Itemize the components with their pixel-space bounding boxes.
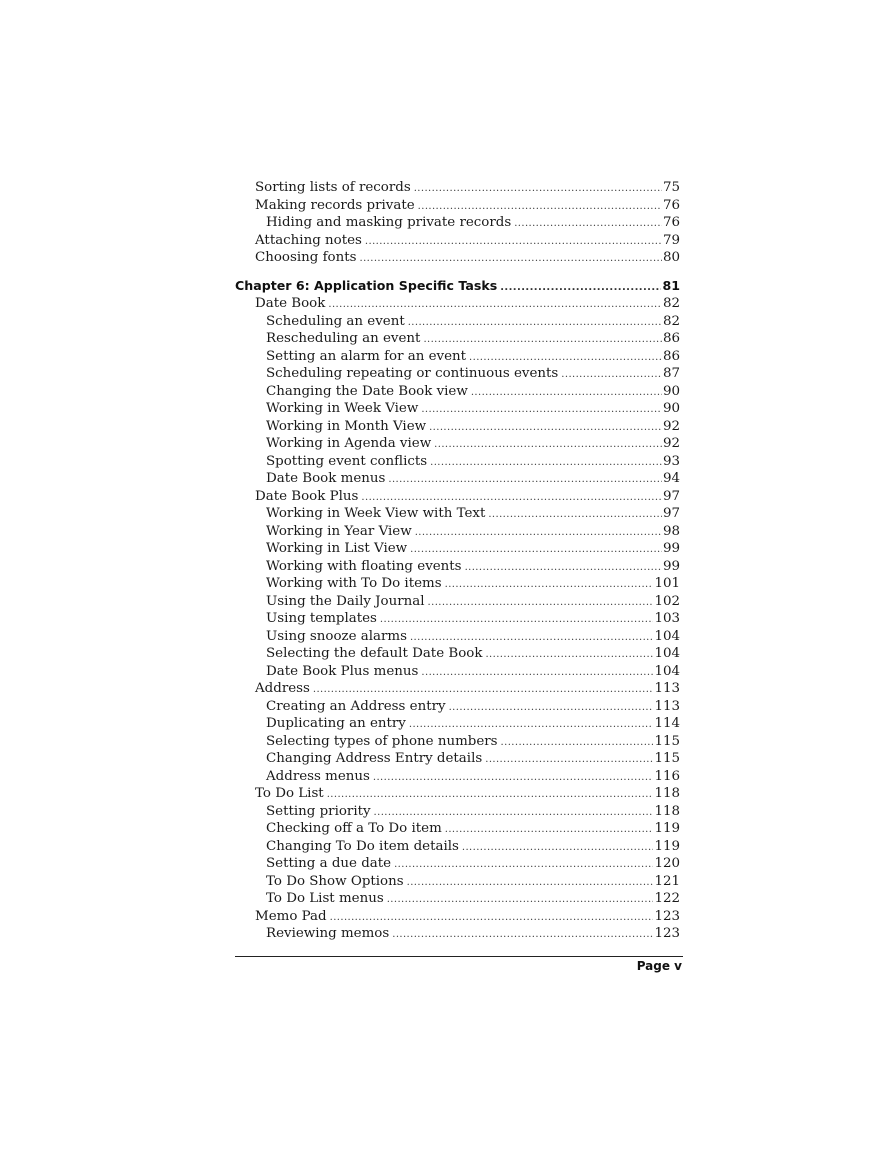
toc-entry-page: 94: [662, 471, 680, 486]
toc-dot-leader: [328, 296, 662, 313]
toc-dot-leader: [410, 541, 662, 558]
toc-entry-title: Address: [255, 681, 310, 696]
toc-dot-leader: [415, 524, 662, 541]
toc-entry-title: Date Book: [255, 296, 326, 311]
toc-entry-title: Date Book Plus menus: [266, 663, 419, 679]
toc-entry: [235, 803, 680, 821]
toc-dot-leader: [380, 611, 654, 628]
toc-entry-title: Scheduling an event: [266, 313, 405, 329]
toc-dot-leader: [361, 489, 662, 506]
toc-entry-page: 97: [662, 506, 680, 521]
toc-dot-leader: [313, 681, 654, 698]
toc-entry-title: Working in Week View with Text: [266, 506, 486, 521]
toc-entry-page: 103: [654, 611, 680, 626]
toc-entry-title: Sorting lists of records: [255, 180, 411, 195]
toc-entry: [235, 768, 680, 786]
toc-entry-page: 76: [662, 197, 680, 213]
toc-entry: [235, 733, 680, 751]
toc-entry: [235, 820, 680, 838]
toc-entry: [235, 400, 680, 418]
toc-entry-title: Creating an Address entry: [266, 698, 446, 714]
toc-entry: [235, 750, 680, 768]
toc-entry: [235, 610, 680, 628]
toc-entry-page: 98: [662, 523, 680, 539]
toc-entry-title: To Do Show Options: [266, 873, 404, 889]
toc-dot-leader: [421, 401, 662, 418]
toc-entry-page: 81: [662, 277, 680, 293]
toc-entry-title: Duplicating an entry: [266, 716, 406, 731]
toc-dot-leader: [469, 349, 662, 366]
toc-entry-page: 99: [662, 541, 680, 556]
toc-entry: [235, 523, 680, 541]
toc-entry-title: Working in Week View: [266, 401, 419, 416]
toc-entry: [235, 540, 680, 558]
footer-page-number: Page v: [636, 959, 682, 973]
toc-dot-leader: [465, 559, 662, 576]
toc-entry: [235, 873, 680, 891]
toc-entry: [235, 330, 680, 348]
toc-entry-title: Selecting types of phone numbers: [266, 733, 498, 749]
toc-entry-page: 118: [654, 803, 680, 819]
footer-rule: [235, 956, 683, 957]
toc-dot-leader: [374, 804, 654, 821]
toc-dot-leader: [434, 436, 662, 453]
toc-dot-leader: [421, 664, 653, 681]
toc-entry-title: Changing To Do item details: [266, 838, 459, 854]
toc-entry-page: 92: [662, 436, 680, 451]
toc-entry: [235, 470, 680, 488]
toc-entry-page: 86: [662, 348, 680, 364]
toc-dot-leader: [360, 250, 662, 267]
toc-dot-leader: [394, 856, 653, 873]
toc-entry: [235, 295, 680, 313]
toc-entry-page: 90: [662, 383, 680, 399]
toc-entry: [235, 365, 680, 383]
toc-entry: [235, 698, 680, 716]
toc-entry-title: Using templates: [266, 611, 377, 626]
toc-dot-leader: [488, 506, 662, 523]
toc-entry-title: Address menus: [266, 768, 370, 784]
toc-dot-leader: [449, 699, 654, 716]
toc-entry: [235, 197, 680, 215]
toc-entry-page: 113: [654, 681, 680, 696]
toc-entry: [235, 418, 680, 436]
toc-dot-leader: [423, 331, 662, 348]
toc-dot-leader: [429, 419, 662, 436]
toc-entry: [235, 593, 680, 611]
toc-dot-leader: [471, 384, 662, 401]
toc-entry-title: Rescheduling an event: [266, 331, 421, 346]
toc-dot-leader: [485, 751, 653, 768]
toc-entry-title: Changing the Date Book view: [266, 383, 468, 399]
toc-entry: [235, 505, 680, 523]
toc-entry: [235, 435, 680, 453]
toc-entry: [235, 715, 680, 733]
toc-entry: [235, 453, 680, 471]
toc-dot-leader: [409, 716, 654, 733]
toc-dot-leader: [485, 646, 653, 663]
toc-entry-title: Selecting the default Date Book: [266, 646, 483, 661]
toc-entry-title: Using the Daily Journal: [266, 593, 425, 609]
toc-entry-page: 86: [662, 331, 680, 346]
toc-entry-page: 99: [662, 558, 680, 574]
toc-entry-page: 118: [654, 786, 680, 801]
toc-entry-page: 92: [662, 418, 680, 434]
toc-entry-page: 75: [662, 180, 680, 195]
toc-entry-title: Changing Address Entry details: [266, 751, 483, 766]
toc-dot-leader: [428, 594, 654, 611]
toc-dot-leader: [561, 366, 662, 383]
toc-entry-page: 119: [654, 838, 680, 854]
toc-dot-leader: [462, 839, 654, 856]
toc-entry-title: Reviewing memos: [266, 926, 390, 941]
table-of-contents: [235, 179, 680, 943]
toc-dot-leader: [407, 874, 654, 891]
toc-entry-page: 113: [654, 698, 680, 714]
toc-entry: [235, 890, 680, 908]
toc-dot-leader: [327, 786, 654, 803]
toc-dot-leader: [365, 233, 662, 250]
toc-entry-title: Choosing fonts: [255, 250, 357, 265]
toc-dot-leader: [410, 629, 653, 646]
toc-dot-leader: [414, 180, 662, 197]
toc-entry-page: 79: [662, 232, 680, 248]
toc-dot-leader: [514, 215, 662, 232]
toc-entry: [235, 663, 680, 681]
toc-entry-page: 76: [662, 215, 680, 230]
toc-entry-title: Making records private: [255, 197, 415, 213]
toc-entry: [235, 680, 680, 698]
toc-dot-leader: [387, 891, 654, 908]
toc-entry-page: 122: [654, 891, 680, 906]
toc-entry-page: 104: [654, 628, 680, 644]
toc-entry-title: Attaching notes: [255, 232, 362, 248]
toc-entry: [235, 645, 680, 663]
toc-dot-leader: [373, 769, 654, 786]
toc-dot-leader: [418, 198, 662, 215]
toc-dot-leader: [501, 734, 654, 751]
toc-entry-page: 104: [654, 646, 680, 661]
toc-entry: [235, 628, 680, 646]
toc-dot-leader: [388, 471, 662, 488]
toc-entry-title: Memo Pad: [255, 908, 327, 924]
toc-dot-leader: [408, 314, 662, 331]
toc-entry-title: Chapter 6: Application Specific Tasks: [235, 277, 498, 293]
toc-entry: [235, 249, 680, 267]
toc-dot-leader: [445, 576, 654, 593]
toc-dot-leader: [430, 454, 662, 471]
toc-entry-page: 87: [662, 366, 680, 381]
toc-entry-title: To Do List: [255, 786, 324, 801]
toc-entry-page: 90: [662, 401, 680, 416]
toc-entry-title: Working in Year View: [266, 523, 412, 539]
toc-entry: [235, 179, 680, 197]
toc-entry: [235, 855, 680, 873]
toc-entry-page: 93: [662, 453, 680, 469]
toc-entry-page: 114: [654, 716, 680, 731]
toc-entry-title: Working in List View: [266, 541, 408, 556]
toc-entry-page: 121: [654, 873, 680, 889]
toc-entry-title: Setting an alarm for an event: [266, 348, 467, 364]
toc-entry-page: 115: [654, 733, 680, 749]
toc-dot-leader: [330, 909, 654, 926]
toc-entry: [235, 488, 680, 506]
toc-entry-title: Working with To Do items: [266, 576, 442, 591]
toc-entry: [235, 925, 680, 943]
toc-entry: [235, 313, 680, 331]
toc-entry-title: Setting a due date: [266, 856, 392, 871]
toc-entry-page: 102: [654, 593, 680, 609]
toc-entry-title: Working in Agenda view: [266, 436, 432, 451]
toc-entry-title: Using snooze alarms: [266, 628, 407, 644]
toc-entry-title: Spotting event conflicts: [266, 453, 428, 469]
toc-entry: [235, 348, 680, 366]
toc-entry: [235, 575, 680, 593]
toc-entry: [235, 785, 680, 803]
toc-entry-title: Date Book Plus: [255, 488, 359, 504]
toc-entry-page: 82: [662, 296, 680, 311]
toc-entry: [235, 838, 680, 856]
toc-entry-page: 119: [654, 821, 680, 836]
toc-entry: [235, 214, 680, 232]
toc-dot-leader: [445, 821, 654, 838]
toc-dot-leader: [500, 279, 661, 295]
toc-entry: [235, 908, 680, 926]
toc-entry-title: Checking off a To Do item: [266, 821, 442, 836]
toc-entry-title: Working in Month View: [266, 418, 427, 434]
toc-dot-leader: [392, 926, 653, 943]
toc-entry-page: 104: [654, 663, 680, 679]
toc-entry-page: 80: [662, 250, 680, 265]
toc-entry: [235, 383, 680, 401]
toc-entry-title: Hiding and masking private records: [266, 215, 512, 230]
toc-entry: [235, 232, 680, 250]
toc-entry: [235, 558, 680, 576]
toc-entry-page: 123: [654, 926, 680, 941]
toc-entry-title: To Do List menus: [266, 891, 384, 906]
toc-entry-title: Working with floating events: [266, 558, 462, 574]
toc-entry-title: Date Book menus: [266, 471, 386, 486]
toc-entry-page: 120: [654, 856, 680, 871]
toc-entry-title: Scheduling repeating or continuous events: [266, 366, 559, 381]
toc-entry-page: 97: [662, 488, 680, 504]
toc-entry-page: 82: [662, 313, 680, 329]
toc-entry-title: Setting priority: [266, 803, 371, 819]
toc-entry-page: 101: [654, 576, 680, 591]
toc-chapter-heading: [235, 277, 680, 295]
toc-entry-page: 123: [654, 908, 680, 924]
toc-entry-page: 115: [654, 751, 680, 766]
toc-entry-page: 116: [654, 768, 680, 784]
